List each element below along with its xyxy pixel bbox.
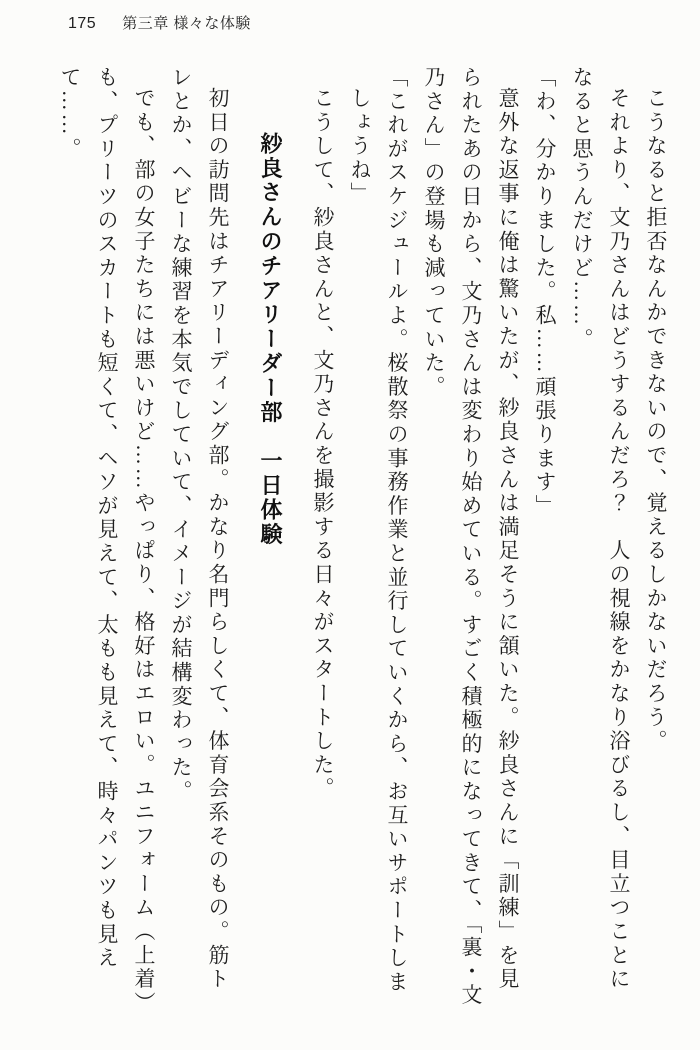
page-number: 175: [68, 15, 97, 32]
paragraph: 意外な返事に俺は驚いたが、紗良さんは満足そうに頷いた。紗良さんに「訓練」を見られたあの日から、文乃さんは変わり始めている。すごく積極的になってきて、「裏・文乃さん」の登場も減っていた。: [422, 66, 520, 1008]
paragraph: 「これがスケジュールよ。桜散祭の事務作業と並行していくから、お互いサポートしましょうね」: [348, 66, 409, 995]
vertical-text-area: [24, 66, 674, 1010]
paragraph: 初日の訪問先はチアリーディング部。かなり名門らしくて、体育会系そのもの。筋トレとか、ヘビーな練習を本気でしていて、イメージが結構変わった。: [169, 66, 230, 992]
chapter-title: 第三章 様々な体験: [122, 15, 251, 32]
paragraph: こうして、紗良さんと、文乃さんを撮影する日々がスタートした。: [311, 87, 335, 801]
section-heading: 紗良さんのチアリーダー部 一日体験: [258, 132, 283, 547]
paragraph: 「わ、分かりました。私……頑張ります」: [533, 66, 557, 519]
paragraph: でも、部の女子たちには悪いけど……やっぱり、格好はエロい。ユニフォーム（上着）も、プリーツのスカートも短くて、ヘソが見えて、太もも見えて、時々パンツも見えて……。: [58, 66, 156, 1005]
paragraph: こうなると拒否なんかできないので、覚えるしかないだろう。: [644, 87, 668, 754]
running-head: [68, 12, 251, 33]
paragraph: それより、文乃さんはどうするんだろ？ 人の視線をかなり浴びるし、目立つことになると思うんだけど……。: [570, 66, 631, 992]
